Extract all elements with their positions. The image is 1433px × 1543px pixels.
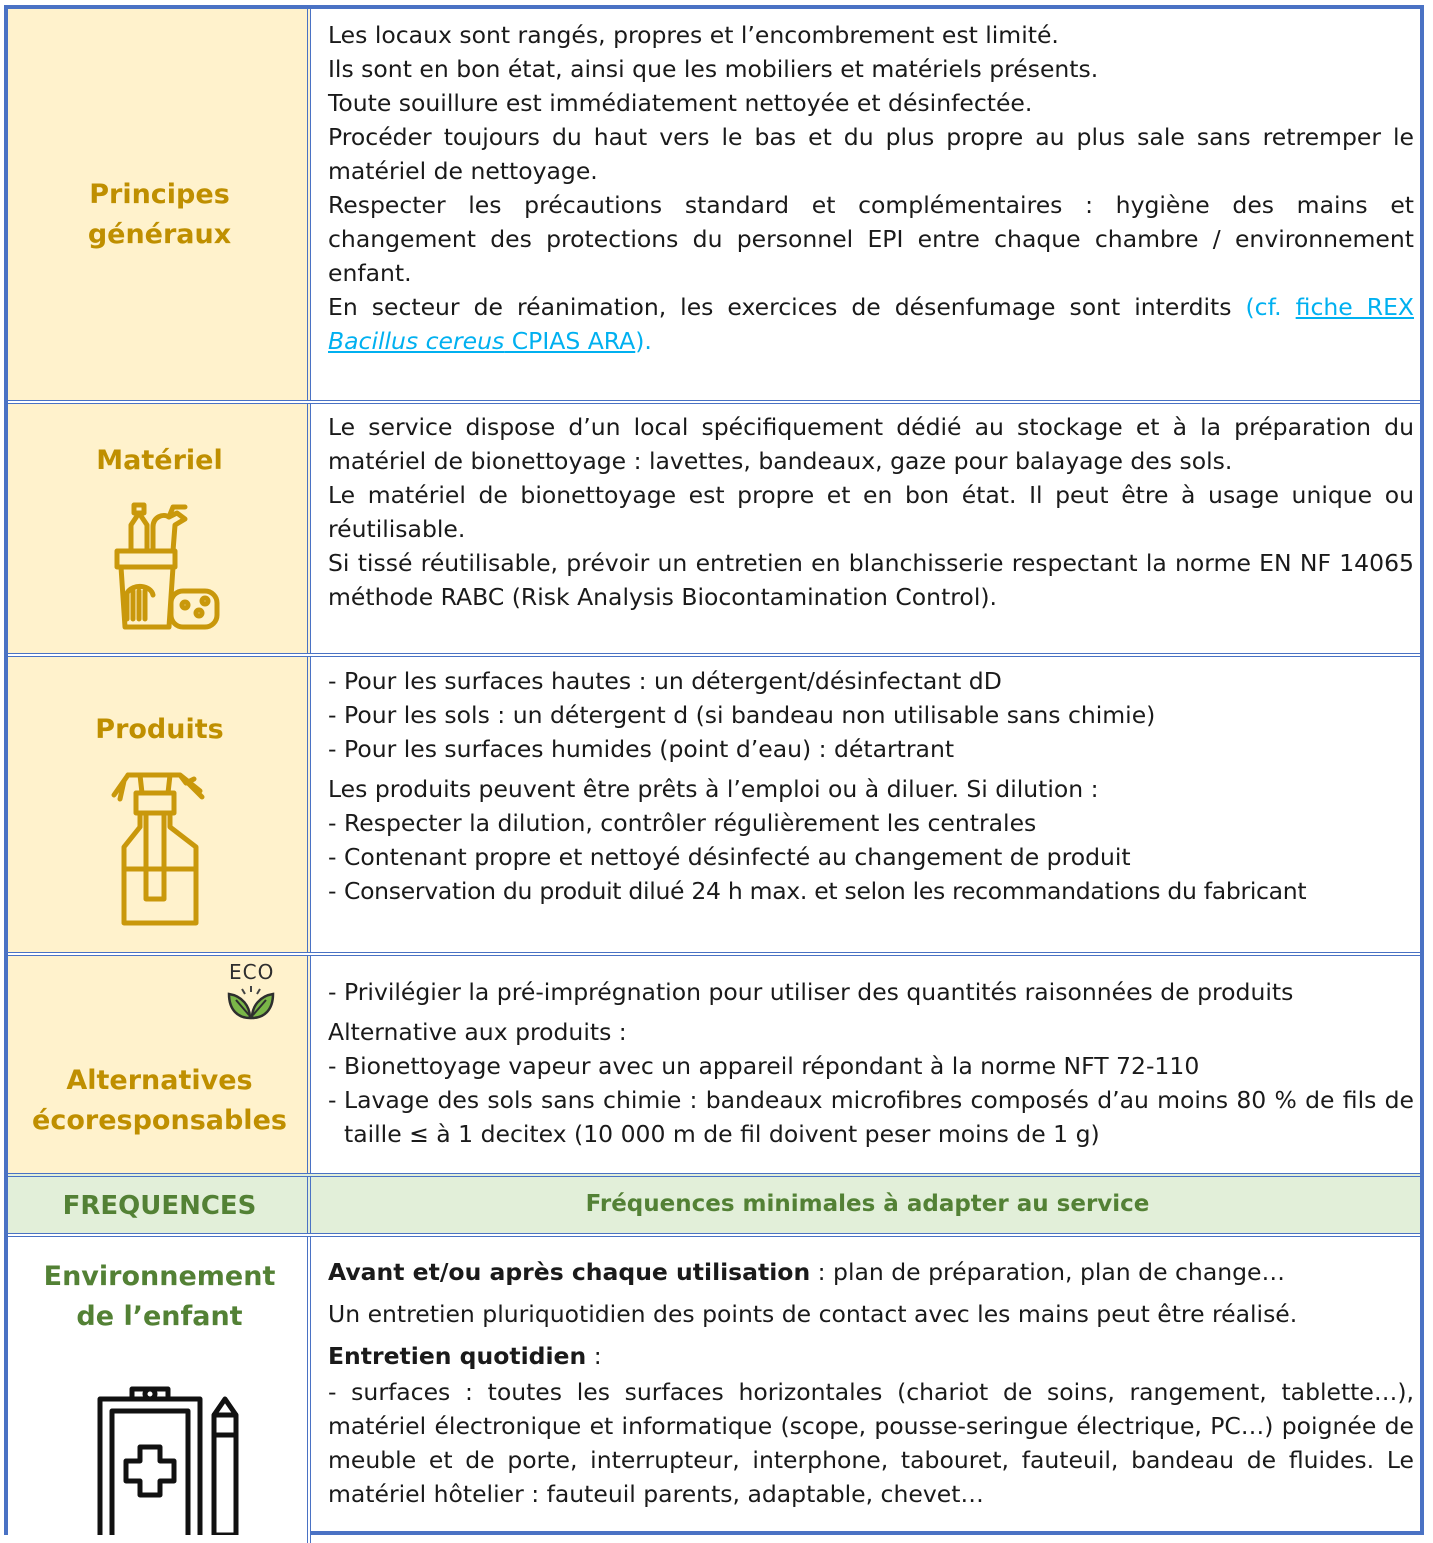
paragraph: Les locaux sont rangés, propres et l’encombrement est limité. bbox=[328, 21, 1059, 49]
eco-leaves-icon bbox=[226, 984, 276, 1022]
paragraph: Alternative aux produits : bbox=[328, 1018, 627, 1046]
cf-text: (cf. bbox=[1245, 293, 1296, 321]
paragraph: Le service dispose d’un local spécifiquement dédié au stockage et à la préparation du matériel de bionettoyage : lavettes, bandeaux, gaze pour balayage des sols. bbox=[328, 413, 1414, 475]
paragraph: Un entretien pluriquotidien des points de contact avec les mains peut être réalisé. bbox=[328, 1300, 1298, 1328]
rex-text: En secteur de réanimation, les exercices de désenfumage sont interdits bbox=[328, 293, 1246, 321]
paragraph: Ils sont en bon état, ainsi que les mobiliers et matériels présents. bbox=[328, 55, 1099, 83]
label-line: généraux bbox=[87, 219, 232, 250]
bullet: - Privilégier la pré-imprégnation pour utiliser des quantités raisonnées de produits bbox=[328, 975, 1414, 1009]
paragraph: Respecter les précautions standard et complémentaires : hygiène des mains et changement des protections du personnel EPI entre chaque chambre / environnement enfant. bbox=[328, 191, 1414, 287]
paragraph: Si tissé réutilisable, prévoir un entretien en blanchisserie respectant la norme EN NF 14065 méthode RABC (Risk Analysis Biocontamination Control). bbox=[328, 549, 1414, 611]
label-line: écoresponsables bbox=[32, 1105, 287, 1136]
bullet: - Pour les surfaces hautes : un détergent/désinfectant dD bbox=[328, 664, 1414, 698]
label-materiel: Matériel bbox=[96, 445, 223, 476]
bullet: - Lavage des sols sans chimie : bandeaux microfibres composés d’au moins 80 % de fils de taille ≤ à 1 decitex (10 000 m de fil doivent peser moins de 1 g) bbox=[328, 1083, 1414, 1151]
paragraph bbox=[328, 1255, 1414, 1289]
link-part: fiche REX bbox=[1295, 293, 1415, 321]
content-alternatives bbox=[315, 956, 1420, 1173]
label-environnement bbox=[8, 1257, 311, 1337]
content-materiel bbox=[315, 404, 1420, 653]
cleaning-supplies-icon bbox=[103, 499, 228, 634]
row-frequences bbox=[8, 1173, 1420, 1233]
content-principes bbox=[315, 9, 1420, 400]
bullet: - Pour les surfaces humides (point d’eau) : détartrant bbox=[328, 732, 1414, 766]
label-cell-produits bbox=[8, 657, 311, 952]
bullet: - Pour les sols : un détergent d (si bandeau non utilisable sans chimie) bbox=[328, 698, 1414, 732]
label-line: Environnement bbox=[43, 1261, 276, 1292]
label-line: Principes bbox=[89, 179, 230, 210]
frequences-header: Fréquences minimales à adapter au service bbox=[585, 1191, 1150, 1217]
label-produits: Produits bbox=[95, 714, 224, 745]
bullet: - Respecter la dilution, contrôler régulièrement les centrales bbox=[328, 806, 1414, 840]
label-alternatives bbox=[8, 1061, 311, 1141]
label-line: Alternatives bbox=[66, 1065, 253, 1096]
row-materiel bbox=[8, 400, 1420, 653]
paragraph: Procéder toujours du haut vers le bas et du plus propre au plus sale sans retremper le matériel de nettoyage. bbox=[328, 123, 1414, 185]
label-cell-alternatives bbox=[8, 956, 311, 1173]
label-cell-environnement bbox=[8, 1237, 311, 1543]
link-part: CPIAS ARA bbox=[504, 327, 636, 355]
spray-bottle-icon bbox=[110, 769, 210, 929]
paragraph: Toute souillure est immédiatement nettoyée et désinfectée. bbox=[328, 89, 1033, 117]
paragraph bbox=[328, 1339, 1414, 1373]
row-alternatives bbox=[8, 952, 1420, 1173]
label-frequences: FREQUENCES bbox=[62, 1191, 257, 1221]
content-frequences bbox=[315, 1177, 1420, 1233]
content-environnement bbox=[315, 1237, 1420, 1543]
clipboard-medical-icon bbox=[96, 1385, 246, 1535]
text: : bbox=[586, 1342, 602, 1370]
hygiene-table bbox=[4, 5, 1424, 1535]
label-cell-frequences bbox=[8, 1177, 311, 1233]
label-line: de l’enfant bbox=[76, 1301, 243, 1332]
label-cell-principes bbox=[8, 9, 311, 400]
content-produits bbox=[315, 657, 1420, 952]
paragraph: Les produits peuvent être prêts à l’emploi ou à diluer. Si dilution : bbox=[328, 775, 1099, 803]
paragraph: - surfaces : toutes les surfaces horizontales (chariot de soins, rangement, tablette…), matériel électronique et informatique (scope, pousse-seringue électrique, PC…) poignée de meuble et de porte, interrupteur, interphone, tabouret, fauteuil, bandeau de fluides. Le matériel hôtelier : fauteuil parents, adaptable, chevet… bbox=[328, 1378, 1414, 1508]
paragraph-rex bbox=[328, 290, 1414, 358]
bold-lead: Entretien quotidien bbox=[328, 1342, 587, 1370]
label-principes bbox=[8, 175, 311, 255]
bullet: - Contenant propre et nettoyé désinfecté au changement de produit bbox=[328, 840, 1414, 874]
text: : plan de préparation, plan de change… bbox=[810, 1258, 1285, 1286]
paragraph: Le matériel de bionettoyage est propre et en bon état. Il peut être à usage unique ou réutilisable. bbox=[328, 481, 1414, 543]
bold-lead: Avant et/ou après chaque utilisation bbox=[328, 1258, 811, 1286]
link-italic: Bacillus cereus bbox=[328, 327, 505, 355]
row-environnement bbox=[8, 1233, 1420, 1543]
eco-label: ECO bbox=[229, 960, 275, 984]
label-cell-materiel bbox=[8, 404, 311, 653]
row-produits bbox=[8, 653, 1420, 952]
bullet: - Bionettoyage vapeur avec un appareil répondant à la norme NFT 72-110 bbox=[328, 1049, 1414, 1083]
row-principes bbox=[8, 9, 1420, 400]
close-text: ). bbox=[635, 327, 652, 355]
bullet: - Conservation du produit dilué 24 h max. et selon les recommandations du fabricant bbox=[328, 874, 1414, 908]
